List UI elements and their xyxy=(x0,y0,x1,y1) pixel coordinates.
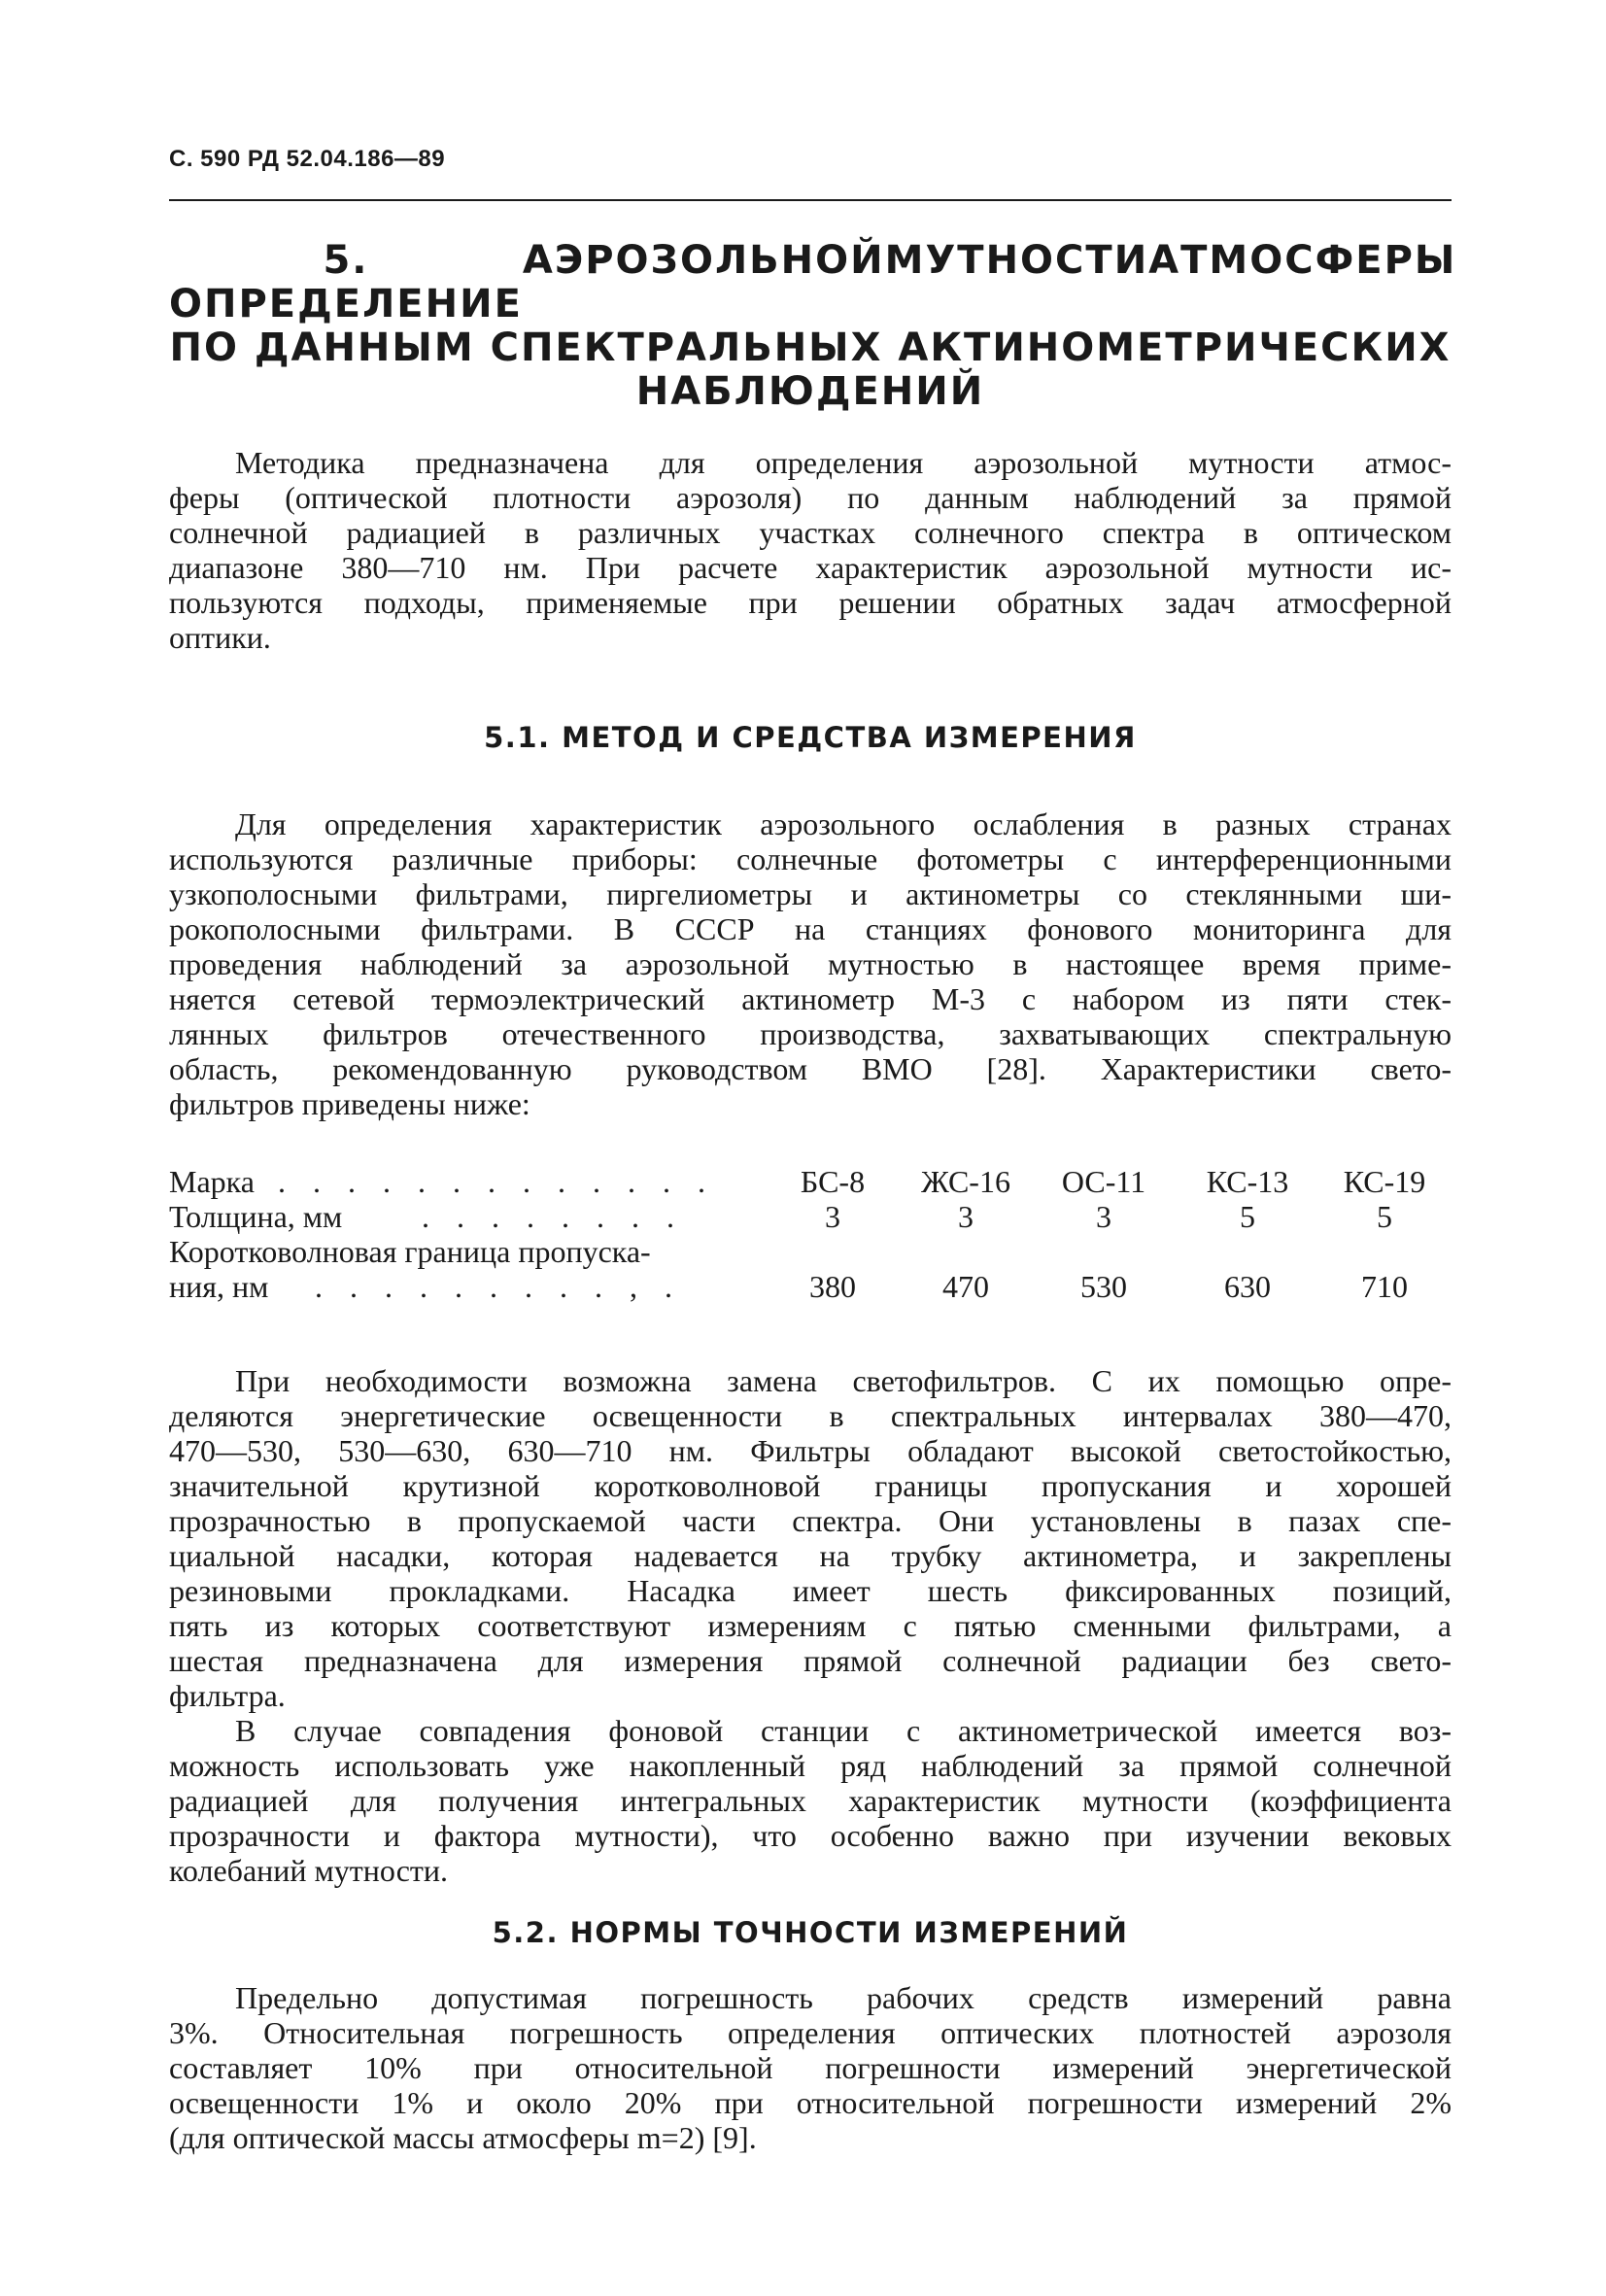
text-line: область, рекомендованную руководством ВМО [28]. Характеристики свето- xyxy=(169,1051,1452,1086)
table-cell: 3 xyxy=(1096,1199,1111,1234)
text-line: рокополосными фильтрами. В СССР на станциях фонового мониторинга для xyxy=(169,911,1452,946)
table-cell: КС-19 xyxy=(1343,1164,1426,1199)
table-cell: 470 xyxy=(942,1269,989,1304)
title-word: 5. ОПРЕДЕЛЕНИЕ xyxy=(169,238,523,326)
row-label: ния, нм xyxy=(169,1269,269,1304)
table-row xyxy=(169,1199,1452,1234)
filter-table xyxy=(169,1164,1452,1304)
section-5-1-paragraph xyxy=(169,806,1452,1121)
table-row xyxy=(169,1234,1452,1269)
section-5-1-heading: 5.1. МЕТОД И СРЕДСТВА ИЗМЕРЕНИЯ xyxy=(484,721,1137,754)
text-line: оптики. xyxy=(169,620,271,655)
title-word: АТМОСФЕРЫ xyxy=(1148,238,1457,283)
table-cell: ОС-11 xyxy=(1061,1164,1146,1199)
text-line: резиновыми прокладками. Насадка имеет шесть фиксированных позиций, xyxy=(169,1573,1452,1608)
text-line: фильтров приведены ниже: xyxy=(169,1086,530,1121)
row-label: Марка xyxy=(169,1164,255,1199)
leader-dots: . . . . . . . . . . . . . xyxy=(278,1164,715,1199)
text-line: лянных фильтров отечественного производства, захватывающих спектральную xyxy=(169,1016,1452,1051)
table-cell: БС-8 xyxy=(800,1164,866,1199)
text-line: Для определения характеристик аэрозольного ослабления в разных странах xyxy=(235,806,1452,841)
table-cell: КС-13 xyxy=(1206,1164,1289,1199)
table-cell: 3 xyxy=(958,1199,974,1234)
row-label: Толщина, мм xyxy=(169,1199,343,1234)
table-cell: 530 xyxy=(1080,1269,1127,1304)
table-cell: 5 xyxy=(1377,1199,1392,1234)
text-line: колебаний мутности. xyxy=(169,1853,448,1888)
text-line: используются различные приборы: солнечные фотометры с интерференционными xyxy=(169,841,1452,876)
table-cell: 630 xyxy=(1224,1269,1271,1304)
text-line: фильтра. xyxy=(169,1678,286,1713)
table-cell: ЖС-16 xyxy=(921,1164,1010,1199)
text-line: деляются энергетические освещенности в спектральных интервалах 380—470, xyxy=(169,1398,1452,1433)
table-row xyxy=(169,1269,1452,1304)
text-line: освещенности 1% и около 20% при относительной погрешности измерений 2% xyxy=(169,2085,1452,2120)
row-label: Коротковолновая граница пропуска- xyxy=(169,1234,651,1269)
text-line: можность использовать уже накопленный ряд наблюдений за прямой солнечной xyxy=(169,1748,1452,1783)
text-line: 3%. Относительная погрешность определения оптических плотностей аэрозоля xyxy=(169,2015,1452,2050)
leader-dots: . . . . . . . . . , . xyxy=(315,1269,682,1304)
header-rule xyxy=(169,199,1452,201)
text-line: составляет 10% при относительной погрешности измерений энергетической xyxy=(169,2050,1452,2085)
table-cell: 5 xyxy=(1240,1199,1255,1234)
page-header: С. 590 РД 52.04.186—89 xyxy=(169,146,446,172)
text-line: радиацией для получения интегральных характеристик мутности (коэффициента xyxy=(169,1783,1452,1818)
text-line: (для оптической массы атмосферы m=2) [9]. xyxy=(169,2120,757,2155)
section-5-2-paragraph xyxy=(169,1980,1452,2155)
text-line: пять из которых соответствуют измерениям с пятью сменными фильтрами, а xyxy=(169,1608,1452,1643)
text-line: прозрачности и фактора мутности), что особенно важно при изучении вековых xyxy=(169,1818,1452,1853)
text-line: Методика предназначена для определения аэрозольной мутности атмос- xyxy=(235,445,1452,480)
text-line: пользуются подходы, применяемые при решении обратных задач атмосферной xyxy=(169,585,1452,620)
text-line: При необходимости возможна замена светофильтров. С их помощью опре- xyxy=(235,1363,1452,1398)
text-line: В случае совпадения фоновой станции с актинометрической имеется воз- xyxy=(235,1713,1452,1748)
text-line: циальной насадки, которая надевается на трубку актинометра, и закреплены xyxy=(169,1538,1452,1573)
text-line: прозрачностью в пропускаемой части спектра. Они установлены в пазах спе- xyxy=(169,1503,1452,1538)
chapter-title xyxy=(169,238,1457,414)
text-line: проведения наблюдений за аэрозольной мутностью в настоящее время приме- xyxy=(169,946,1452,981)
leader-dots: . . . . . . . . xyxy=(422,1199,684,1234)
table-cell: 380 xyxy=(809,1269,856,1304)
table-cell: 710 xyxy=(1361,1269,1408,1304)
text-line: солнечной радиацией в различных участках солнечного спектра в оптическом xyxy=(169,515,1452,550)
section-5-2-heading: 5.2. НОРМЫ ТОЧНОСТИ ИЗМЕРЕНИЙ xyxy=(492,1916,1129,1949)
title-word: АЭРОЗОЛЬНОЙ xyxy=(522,238,885,283)
text-line: шестая предназначена для измерения прямой солнечной радиации без свето- xyxy=(169,1643,1452,1678)
text-line: 470—530, 530—630, 630—710 нм. Фильтры обладают высокой светостойкостью, xyxy=(169,1433,1452,1468)
text-line: няется сетевой термоэлектрический актинометр М-3 с набором из пяти стек- xyxy=(169,981,1452,1016)
text-line: диапазоне 380—710 нм. При расчете характеристик аэрозольной мутности ис- xyxy=(169,550,1452,585)
title-line-1 xyxy=(169,238,1457,326)
text-line: значительной крутизной коротковолновой границы пропускания и хорошей xyxy=(169,1468,1452,1503)
title-line-3: НАБЛЮДЕНИЙ xyxy=(635,369,985,414)
title-line-2: ПО ДАННЫМ СПЕКТРАЛЬНЫХ АКТИНОМЕТРИЧЕСКИХ xyxy=(169,326,1452,370)
table-row xyxy=(169,1164,1452,1199)
intro-paragraph xyxy=(169,445,1452,655)
section-5-1-paragraph-2 xyxy=(169,1363,1452,1713)
table-cell: 3 xyxy=(825,1199,840,1234)
section-5-1-paragraph-3 xyxy=(169,1713,1452,1888)
text-line: феры (оптической плотности аэрозоля) по данным наблюдений за прямой xyxy=(169,480,1452,515)
title-word: МУТНОСТИ xyxy=(884,238,1149,283)
text-line: Предельно допустимая погрешность рабочих средств измерений равна xyxy=(235,1980,1452,2015)
text-line: узкополосными фильтрами, пиргелиометры и актинометры со стеклянными ши- xyxy=(169,876,1452,911)
